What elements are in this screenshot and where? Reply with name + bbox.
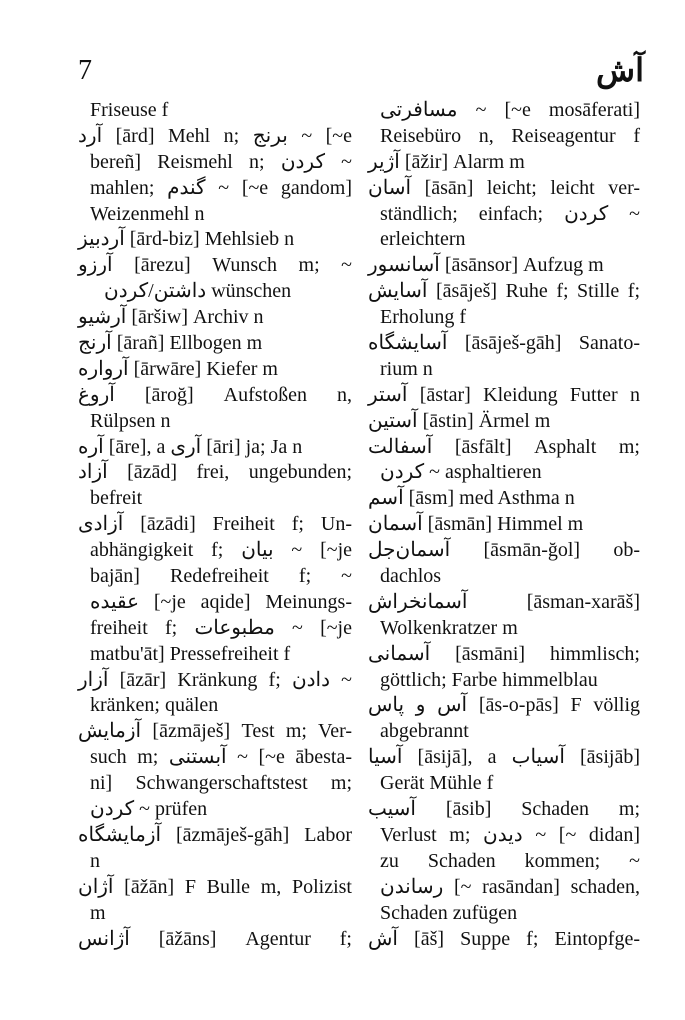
entry-line: آسمان‌جل [āsmān-ğol] ob-: [368, 539, 640, 562]
entry-line: bereñ] Reismehl n; کردن ~: [90, 150, 352, 173]
entry-line: Erholung f: [380, 306, 467, 329]
entry-line: abhängigkeit f; بیان ~ [~je: [90, 539, 352, 562]
entry-line: آرنج [ārañ] Ellbogen m: [78, 332, 263, 355]
entry-line: آزار [āzār] Kränkung f; دادن ~: [78, 668, 352, 691]
entry-line: rium n: [380, 357, 433, 380]
dictionary-column-right: [368, 98, 641, 952]
entry-line: آسایشگاه [āsāješ-gāh] Sanato-: [368, 332, 640, 355]
entry-line: mahlen; گندم ~ [~e gandom]: [90, 176, 352, 199]
entry-line: آرد [ārd] Mehl n; برنج ~ [~e: [78, 124, 352, 147]
entry-line: Friseuse f: [90, 99, 169, 121]
entry-line: Gerät Mühle f: [380, 772, 494, 795]
entry-line: آستر [āstar] Kleidung Futter n: [368, 383, 640, 406]
entry-line: matbu'āt] Pressefreiheit f: [90, 642, 291, 665]
entry-line: Verlust m; دیدن ~ [~ didan]: [380, 823, 640, 846]
entry-line: befreit: [90, 487, 143, 510]
entry-line: آسمانخراش [āsman-xarāš]: [368, 590, 640, 613]
entry-line: kränken; quälen: [90, 694, 219, 717]
entry-line: Schaden zufügen: [380, 901, 518, 924]
entry-line: آرزو [ārezu] Wunsch m; ~: [78, 254, 352, 277]
entry-line: freiheit f; مطبوعات ~ [~je: [90, 616, 352, 639]
entry-line: ständlich; einfach; کردن ~: [380, 202, 641, 225]
page-number: 7: [78, 55, 92, 86]
entry-line: آسمان [āsmān] Himmel m: [368, 513, 584, 536]
entry-line: آژیر [āžir] Alarm m: [368, 150, 525, 173]
entry-line: erleichtern: [380, 228, 466, 251]
entry-line: داشتن/کردن wünschen: [104, 280, 292, 303]
entry-line: zu Schaden kommen; ~: [380, 849, 640, 872]
entry-line: آرشیو [āršiw] Archiv n: [78, 306, 264, 329]
entry-line: آسایش [āsāješ] Ruhe f; Stille f;: [368, 280, 640, 303]
entry-line: dachlos: [380, 565, 442, 588]
entry-line: آزادی [āzādi] Freiheit f; Un-: [78, 513, 352, 536]
entry-line: آسم [āsm] med Asthma n: [368, 487, 575, 510]
entry-line: آرواره [ārwāre] Kiefer m: [78, 357, 278, 380]
entry-line: آش [āš] Suppe f; Eintopfge-: [368, 927, 640, 950]
entry-line: such m; آبستنی ~ [~e ābesta-: [90, 746, 352, 769]
entry-line: Rülpsen n: [90, 409, 171, 432]
entry-line: ni] Schwangerschaftstest m;: [90, 772, 352, 795]
entry-line: Reisebüro n, Reiseagentur f: [380, 124, 640, 147]
entry-line: آسیب [āsib] Schaden m;: [368, 798, 640, 821]
entry-line: m: [90, 901, 106, 924]
entry-line: آسمانی [āsmāni] himmlisch;: [368, 642, 640, 665]
entry-line: آژان [āžān] F Bulle m, Polizist: [78, 875, 352, 898]
entry-line: آس و پاس [ās-o-pās] F völlig: [368, 694, 640, 717]
entry-line: آژانس [āžāns] Agentur f;: [78, 927, 352, 950]
entry-line: bajān] Redefreiheit f; ~: [90, 565, 352, 588]
entry-line: آزمایشگاه [āzmāješ-gāh] Labor: [78, 823, 352, 846]
entry-line: آزاد [āzād] frei, ungebunden;: [78, 461, 352, 484]
entry-line: göttlich; Farbe himmelblau: [380, 668, 598, 691]
entry-line: کردن ~ asphaltieren: [380, 461, 542, 484]
entry-line: آردبیز [ārd-biz] Mehlsieb n: [78, 228, 295, 251]
entry-line: آسان [āsān] leicht; leicht ver-: [368, 176, 640, 199]
entry-line: عقیده [~je aqide] Meinungs-: [90, 590, 352, 613]
entry-line: آزمایش [āzmāješ] Test m; Ver-: [78, 720, 352, 743]
entry-line: Wolkenkratzer m: [380, 616, 518, 639]
entry-line: abgebrannt: [380, 720, 469, 743]
running-headword: آش: [596, 52, 644, 88]
entry-line: آسانسور [āsānsor] Aufzug m: [368, 254, 604, 277]
entry-line: آره [āre], a آری [āri] ja; Ja n: [78, 435, 303, 458]
entry-line: رساندن [~ rasāndan] schaden,: [380, 875, 640, 898]
entry-line: n: [90, 849, 100, 872]
entry-line: آسفالت [āsfālt] Asphalt m;: [368, 435, 640, 458]
entry-line: کردن ~ prüfen: [90, 798, 208, 821]
dictionary-column-left: [78, 98, 352, 952]
entry-line: Weizenmehl n: [90, 202, 205, 225]
entry-line: آسیا [āsijā], a آسیاب [āsijāb]: [368, 746, 640, 769]
entry-line: آروغ [āroğ] Aufstoßen n,: [78, 383, 352, 406]
entry-line: آستین [āstin] Ärmel m: [368, 409, 551, 432]
entry-line: مسافرتی ~ [~e mosāferati]: [380, 99, 640, 121]
